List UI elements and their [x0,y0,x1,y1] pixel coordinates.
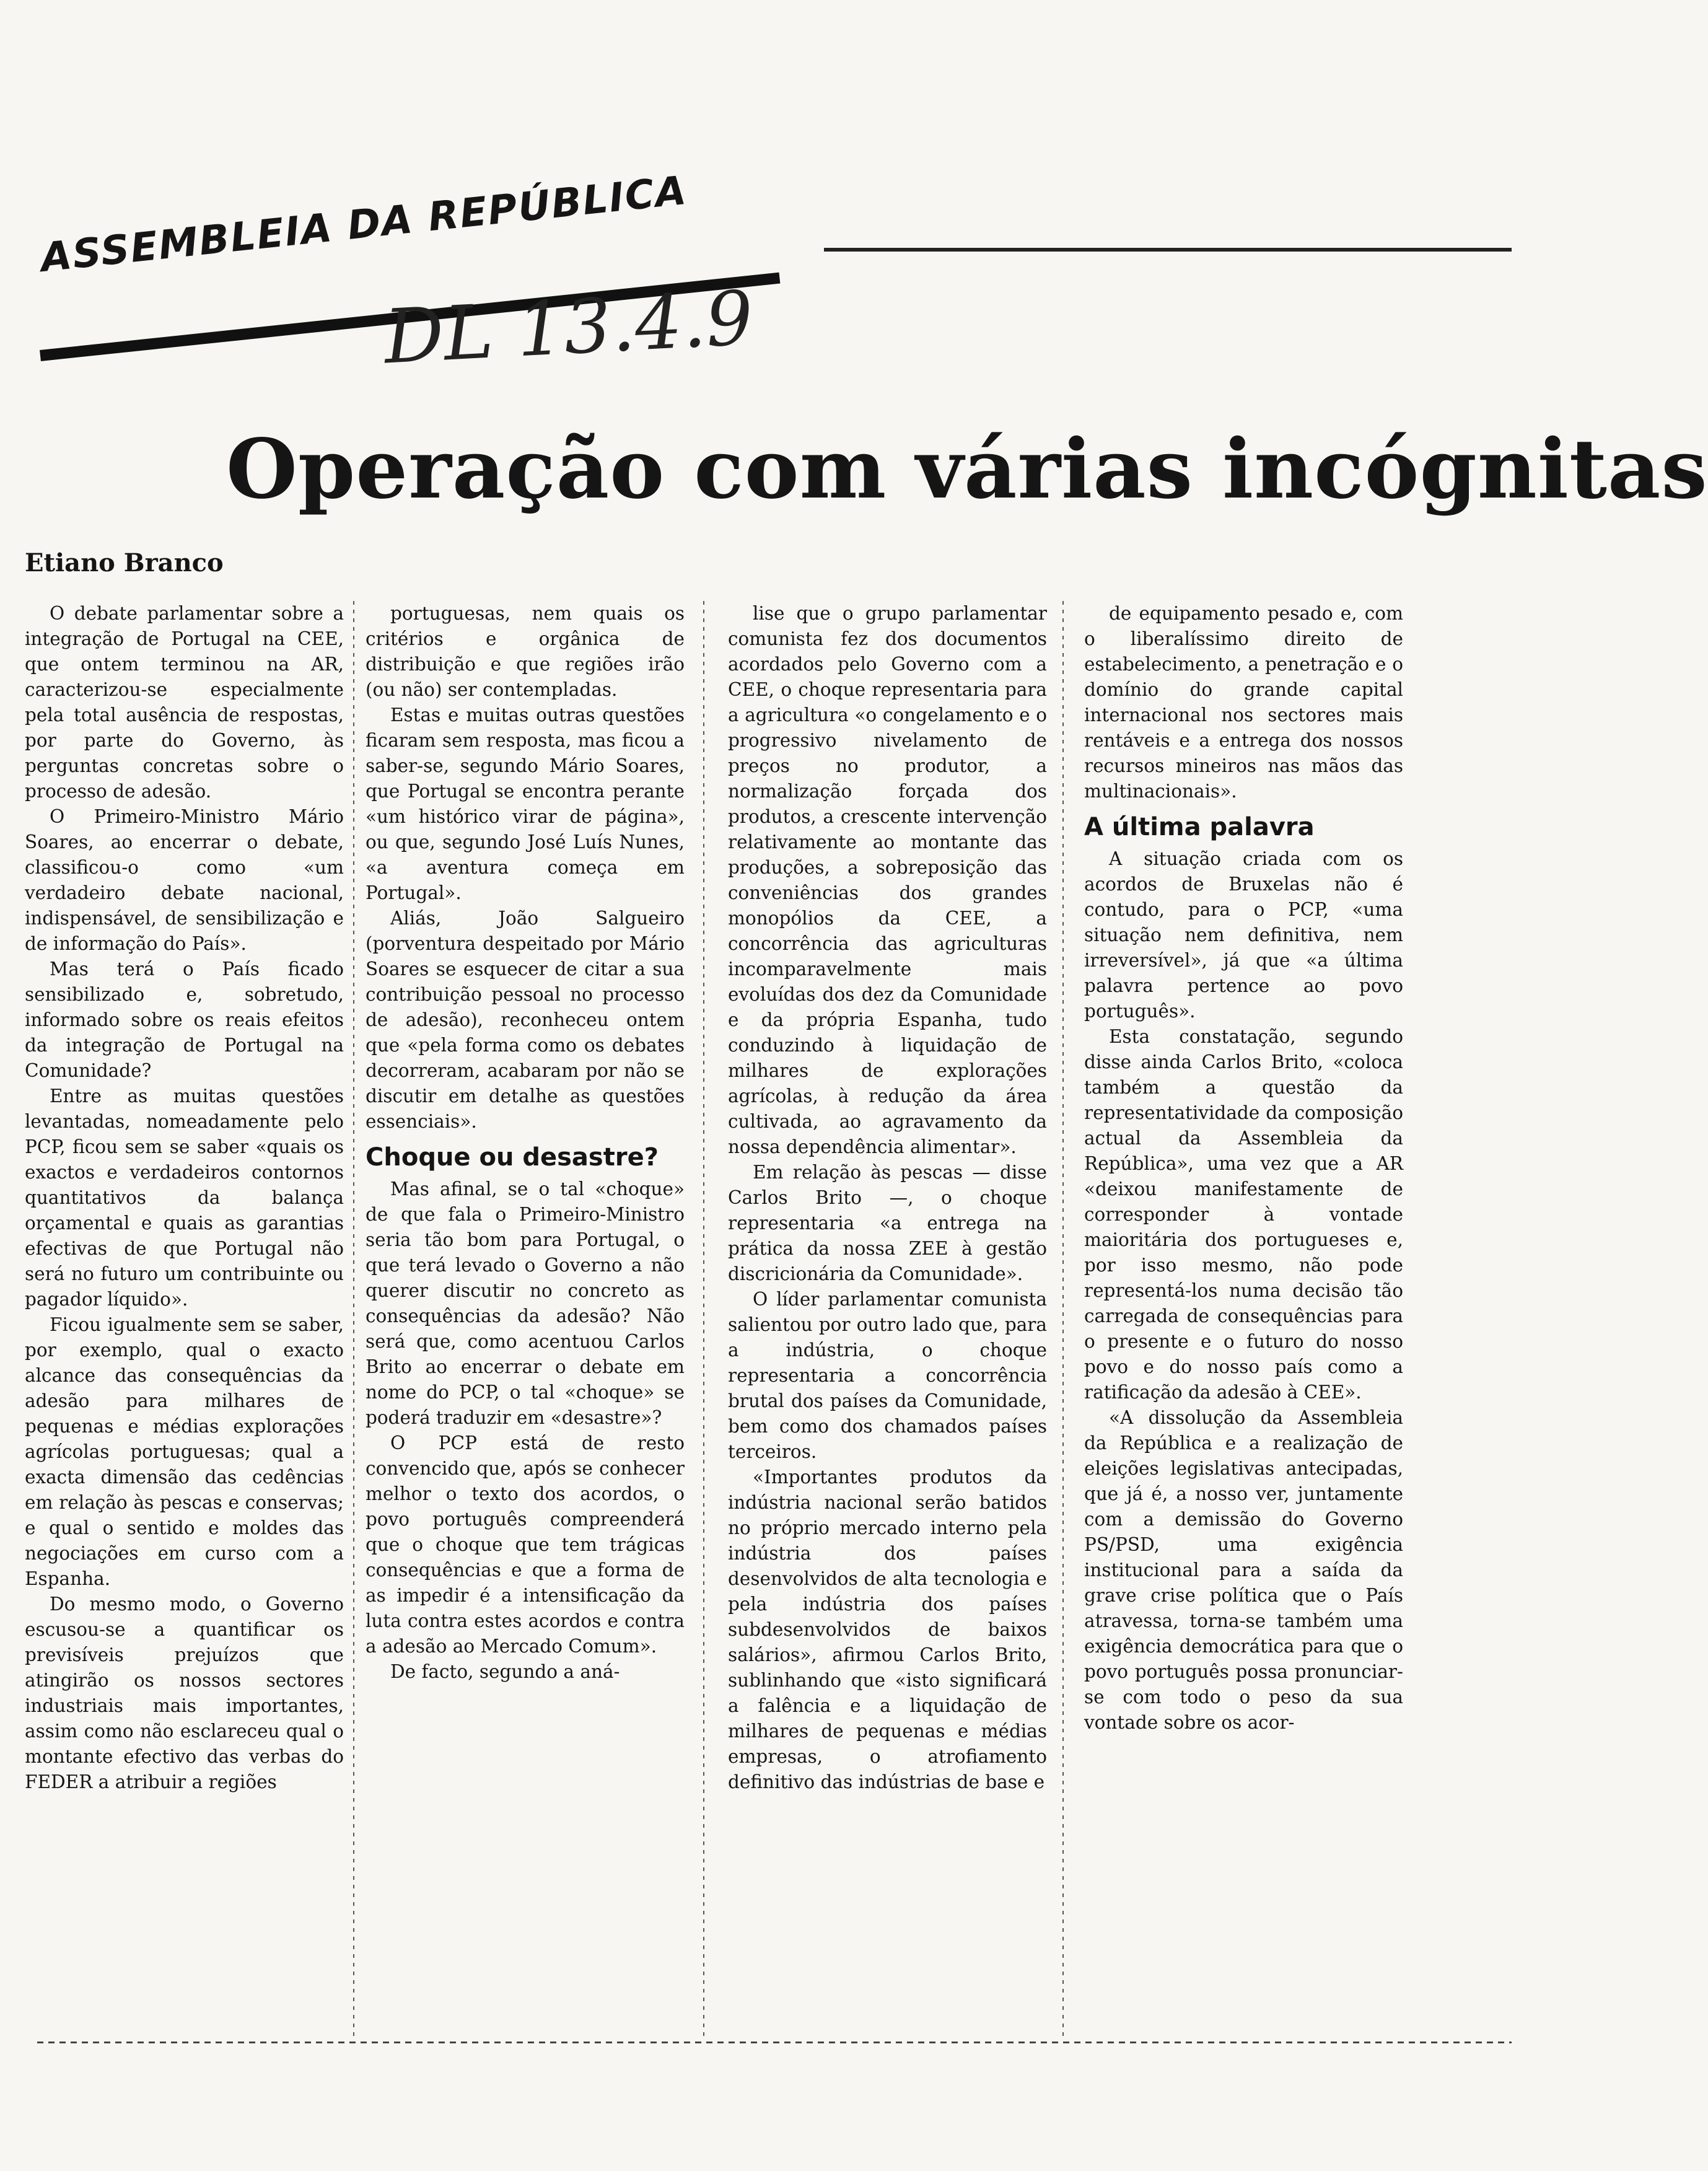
paragraph: Mas terá o País ficado sensibilizado e, sobretudo, informado sobre os reais efeitos da integração de Portugal na Comunidade? [25,958,344,1081]
article-columns [25,601,1512,2038]
paragraph: Mas afinal, se o tal «choque» de que fala o Primeiro-Ministro seria tão bom para Portugal, o que terá levado o Governo a não querer discutir no concreto as consequências da adesão? Não será que, como acentuou Carlos Brito ao encerrar o debate em nome do PCP, o tal «choque» se poderá traduzir em «desastre»? [366,1178,685,1428]
paragraph: O líder parlamentar comunista salientou por outro lado que, para a indústria, o choque representaria a concorrência brutal dos países da Comunidade, bem como dos chamados países terceiros. [728,1289,1047,1462]
paragraph: O Primeiro-Ministro Mário Soares, ao encerrar o debate, classificou-o como «um verdadeiro debate nacional, indispensável, de sensibilização e de informação do País». [25,806,344,954]
paragraph: A situação criada com os acordos de Bruxelas não é contudo, para o PCP, «uma situação nem definitiva, nem irreversível», já que «a última palavra pertence ao povo português». [1084,848,1403,1022]
column-1 [25,601,344,2038]
column-3 [728,601,1047,2038]
paragraph: De facto, segundo a aná- [390,1661,620,1682]
column-4 [1084,601,1403,2038]
paragraph: Estas e muitas outras questões ficaram sem resposta, mas ficou a saber-se, segundo Mário Soares, que Portugal se encontra perante «um histórico virar de página», ou que, segundo José Luís Nunes, «a aventura começa em Portugal». [366,704,685,903]
column-2 [366,601,685,2038]
paragraph: Em relação às pescas — disse Carlos Brito —, o choque representaria «a entrega na prática da nossa ZEE à gestão discricionária da Comunidade». [728,1162,1047,1284]
paragraph: portuguesas, nem quais os critérios e orgânica de distribuição e que regiões irão (ou não) ser contempladas. [366,603,685,700]
paragraph: «Importantes produtos da indústria nacional serão batidos no próprio mercado interno pela indústria dos países desenvolvidos de alta tecnologia e pela indústria dos países subdesenvolvidos de baixos salários», afirmou Carlos Brito, sublinhando que «isto significará a falência e a liquidação de milhares de pequenas e médias empresas, o atrofiamento definitivo das indústrias de base e [728,1467,1047,1792]
column-divider [1062,601,1064,2038]
paragraph: O debate parlamentar sobre a integração de Portugal na CEE, que ontem terminou na AR, caracterizou-se especialmente pela total ausência de respostas, por parte do Governo, às perguntas concretas sobre o processo de adesão. [25,603,344,802]
paragraph: Entre as muitas questões levantadas, nomeadamente pelo PCP, ficou sem se saber «quais os exactos e verdadeiros contornos quantitativos da balança orçamental e quais as garantias efectivas de que Portugal não será no futuro um contribuinte ou pagador líquido». [25,1086,344,1310]
paragraph: O PCP está de resto convencido que, após se conhecer melhor o texto dos acordos, o povo português compreenderá que o choque que tem trágicas consequências e que a forma de as impedir é a intensificação da luta contra estes acordos e contra a adesão ao Mercado Comum». [366,1432,685,1657]
paragraph: de equipamento pesado e, com o liberalíssimo direito de estabelecimento, a penetração e o domínio do grande capital internacional nos sectores mais rentáveis e a entrega dos nossos recursos mineiros nas mãos das multinacionais». [1084,603,1403,802]
subheading: Choque ou desastre? [366,1143,659,1172]
handwritten-note: DL 13.4.9 [382,275,755,381]
column-divider [353,601,354,2038]
column-divider [703,601,704,2038]
byline: Etiano Branco [25,548,224,577]
newspaper-clipping [25,167,1708,2051]
section-banner: ASSEMBLEIA DA REPÚBLICA [38,167,690,281]
paragraph: Aliás, João Salgueiro (porventura despeitado por Mário Soares se esquecer de citar a sua contribuição pessoal no processo de adesão), reconheceu ontem que «pela forma como os debates decorreram, acabaram por não se discutir em detalhe as questões essenciais». [366,908,685,1132]
paragraph: Ficou igualmente sem se saber, por exemplo, qual o exacto alcance das consequências da adesão para milhares de pequenas e médias explorações agrícolas portuguesas; qual a exacta dimensão das cedências em relação às pescas e conservas; e qual o sentido e moldes das negociações em curso com a Espanha. [25,1314,344,1589]
banner-rule [824,248,1512,252]
headline: Operação com várias incógnitas [226,421,1708,517]
paragraph: lise que o grupo parlamentar comunista fez dos documentos acordados pelo Governo com a CEE, o choque representaria para a agricultura «o congelamento e o progressivo nivelamento de preços no produtor, a normalização forçada dos produtos, a crescente intervenção relativamente ao montante das produções, a sobreposição das conveniências dos grandes monopólios da CEE, a concorrência das agriculturas incomparavelmente mais evoluídas dos dez da Comunidade e da própria Espanha, tudo conduzindo à liquidação de milhares de explorações agrícolas, à redução da área cultivada, ao agravamento da nossa dependência alimentar». [728,603,1047,1157]
bottom-rule [37,2042,1512,2043]
paragraph: Esta constatação, segundo disse ainda Carlos Brito, «coloca também a questão da representatividade da composição actual da Assembleia da República», uma vez que a AR «deixou manifestamente de corresponder à vontade maioritária dos portugueses e, por isso mesmo, não pode representá-los numa decisão tão carregada de consequências para o presente e o futuro do nosso povo e do nosso país como a ratificação da adesão à CEE». [1084,1026,1403,1403]
paragraph: «A dissolução da Assembleia da República e a realização de eleições legislativas antecipadas, que já é, a nosso ver, juntamente com a demissão do Governo PS/PSD, uma exigência institucional para a saída da grave crise política que o País atravessa, torna-se também uma exigência democrática para que o povo português possa pronunciar-se com todo o peso da sua vontade sobre os acor- [1084,1407,1403,1733]
paragraph: Do mesmo modo, o Governo escusou-se a quantificar os previsíveis prejuízos que atingirão os nossos sectores industriais mais importantes, assim como não esclareceu qual o montante efectivo das verbas do FEDER a atribuir a regiões [25,1594,344,1792]
subheading: A última palavra [1084,813,1315,841]
